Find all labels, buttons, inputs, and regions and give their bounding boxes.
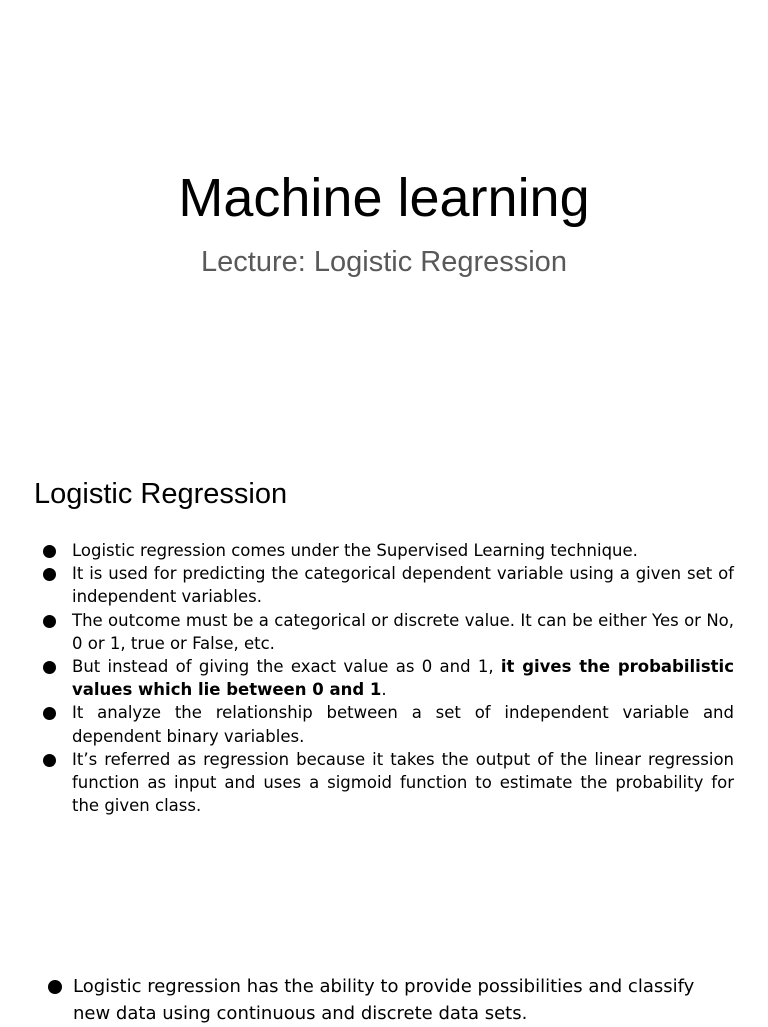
list-item (40, 748, 734, 818)
bullet-icon (43, 568, 56, 581)
bullet-text-before: But instead of giving the exact value as 0 and 1, (72, 657, 501, 677)
bullet-icon (43, 661, 56, 674)
bullet-text: It is used for predicting the categorical dependent variable using a given set of independent variables. (72, 564, 734, 607)
bullet-text-after: . (381, 680, 387, 700)
bullet-list (40, 539, 734, 817)
list-item (40, 562, 734, 608)
slide-subtitle: Lecture: Logistic Regression (201, 246, 567, 278)
bullet-icon (43, 615, 56, 628)
bullet-text-bold: it gives the probabilistic values which lie between 0 and 1 (72, 657, 734, 700)
bullet-icon (43, 707, 56, 720)
list-item (40, 655, 734, 701)
bullet-icon (43, 545, 56, 558)
bullet-text: Logistic regression has the ability to provide possibilities and classify new data using continuous and discrete data sets. (73, 976, 695, 1024)
bullet-icon (48, 980, 62, 994)
bullet-text: Logistic regression comes under the Supervised Learning technique. (72, 541, 638, 560)
list-item (40, 609, 734, 655)
slide-title: Machine learning (178, 168, 590, 228)
bullet-text: The outcome must be a categorical or discrete value. It can be either Yes or No, 0 or 1, true or False, etc. (72, 610, 734, 653)
section-heading: Logistic Regression (34, 478, 288, 510)
list-item (40, 539, 734, 562)
list-item (46, 973, 713, 1027)
bullet-icon (43, 754, 56, 767)
bullet-text: It’s referred as regression because it takes the output of the linear regression function as input and uses a sigmoid function to estimate the probability for the given class. (72, 749, 734, 816)
list-item (40, 701, 734, 747)
bullet-text: It analyze the relationship between a set of independent variable and dependent binary variables. (72, 703, 734, 746)
